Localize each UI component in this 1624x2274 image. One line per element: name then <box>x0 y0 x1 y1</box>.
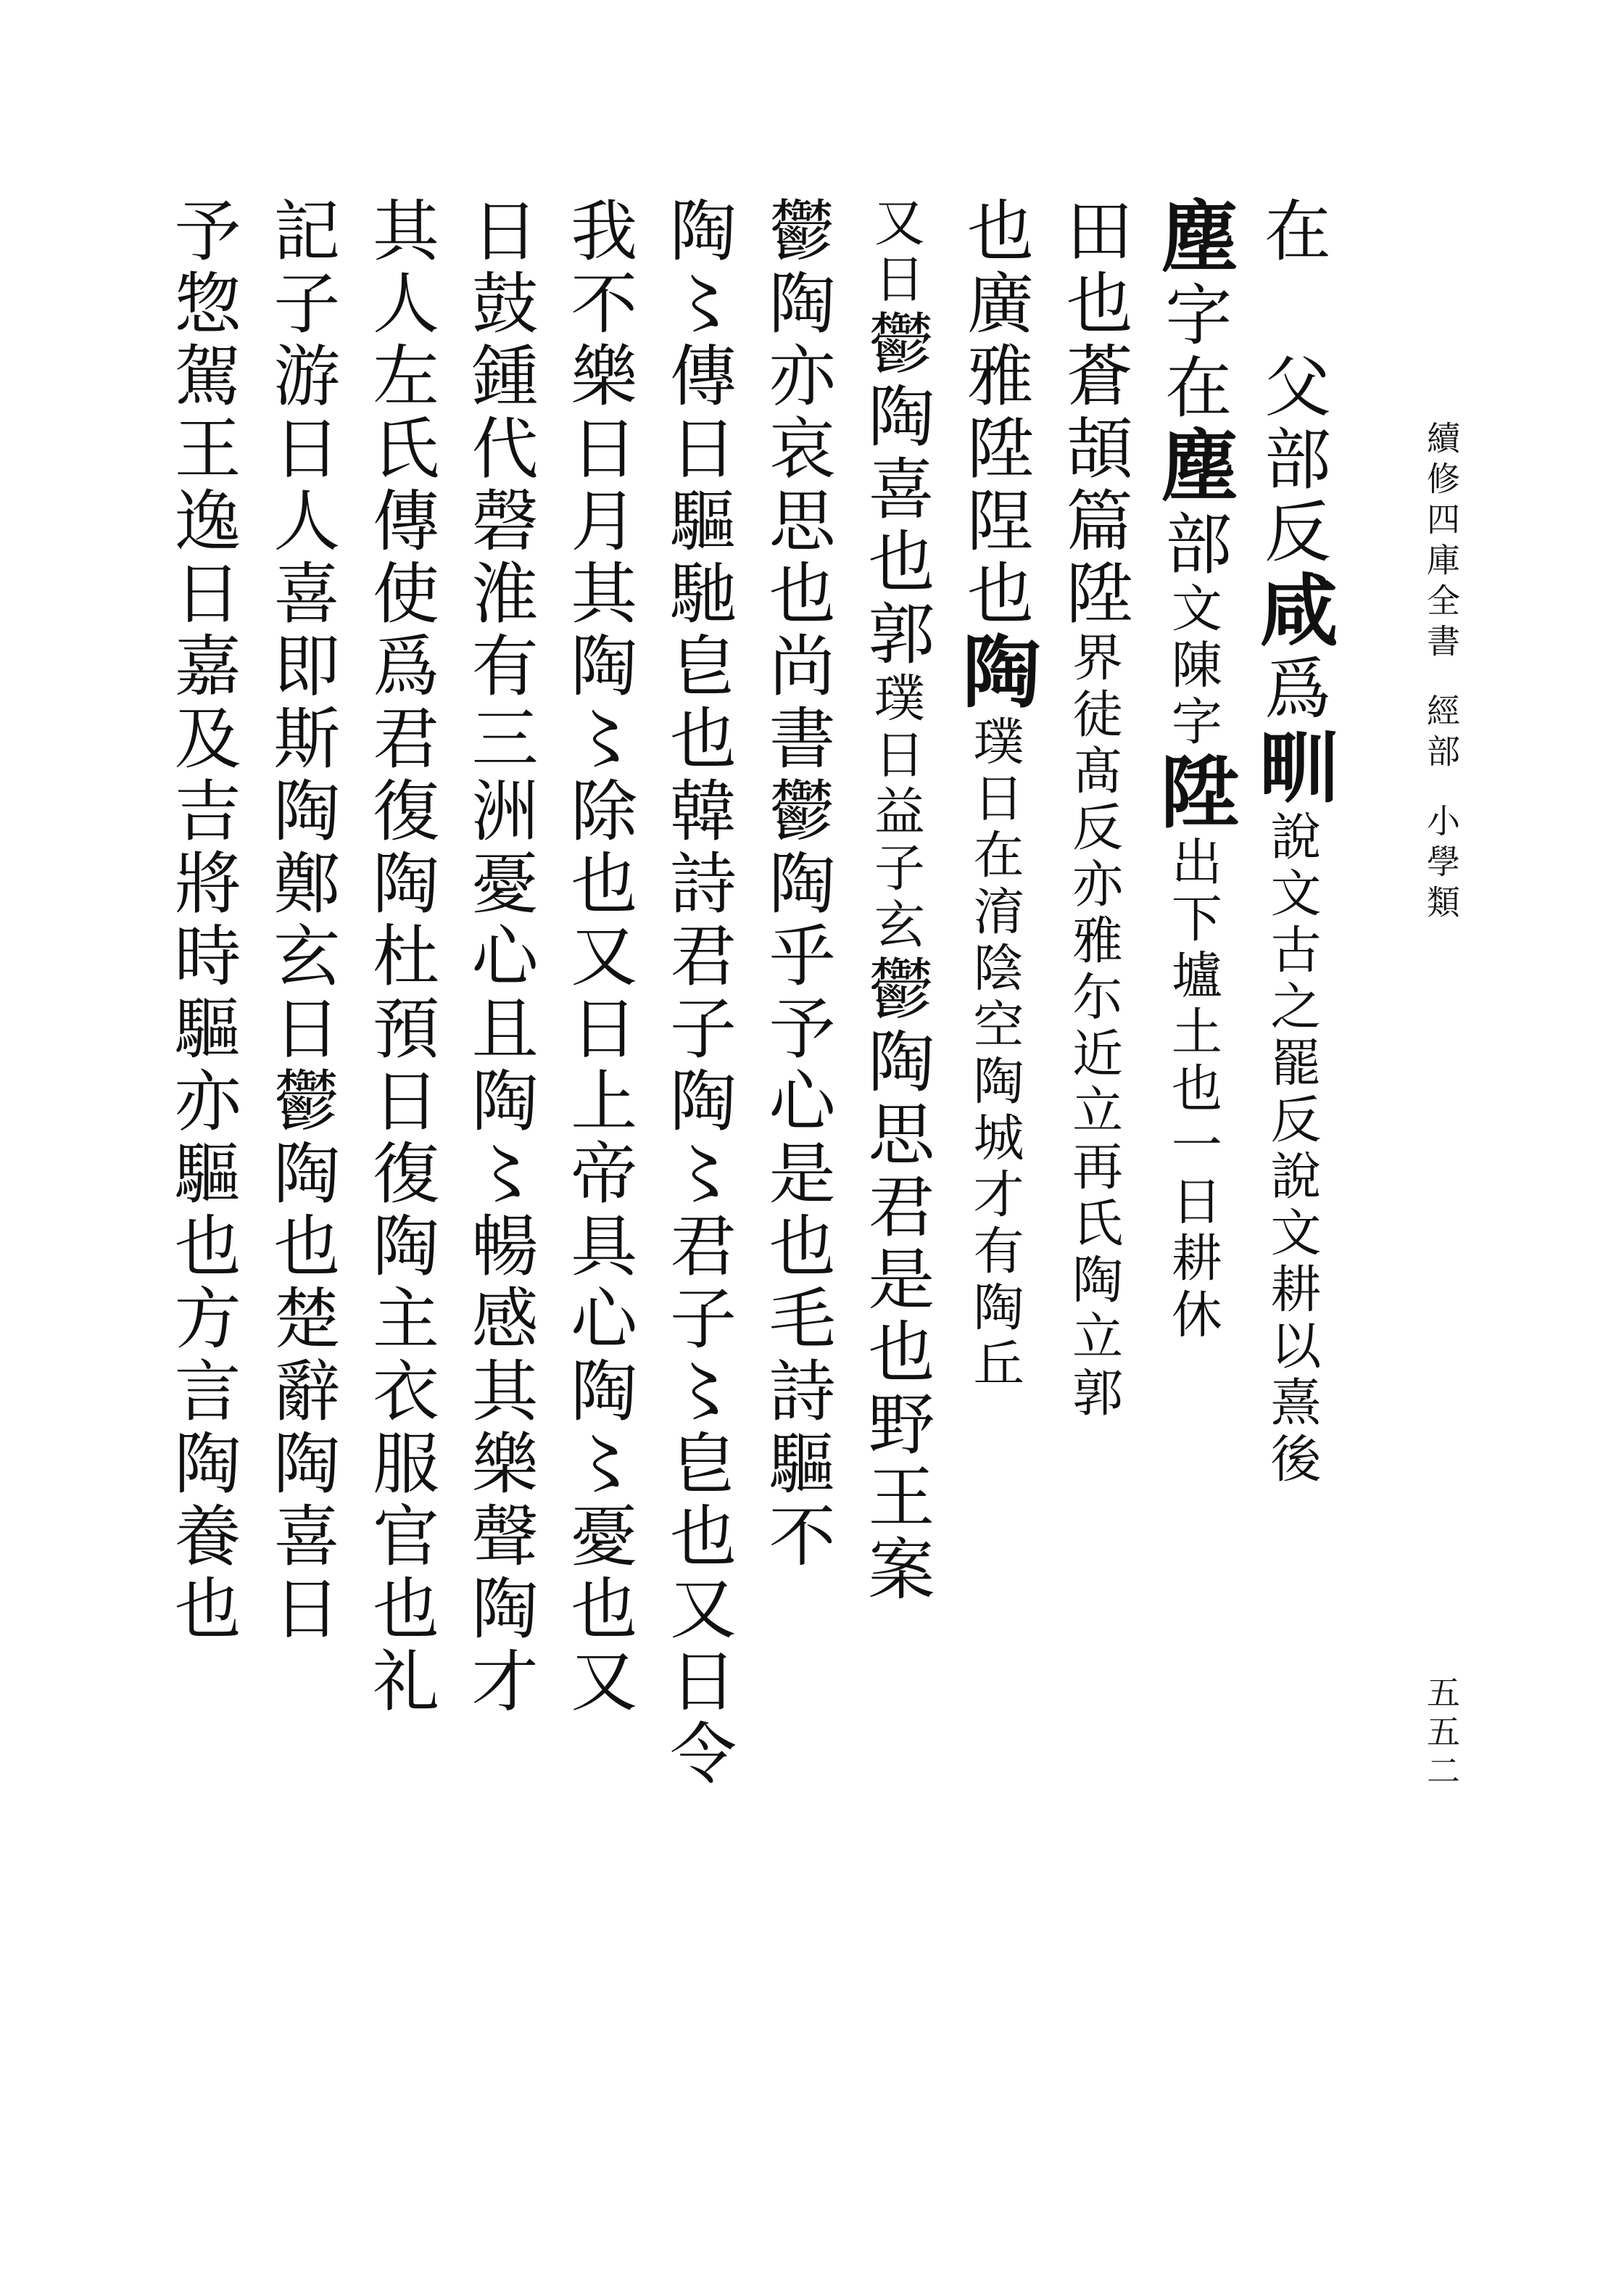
column-text: 其樂聲陶才 <box>460 1356 539 1719</box>
column-text: 即斯陶鄭 <box>262 631 341 921</box>
gloss-text: 陰空陶城才有陶丘 <box>964 941 1024 1394</box>
text-column-6 <box>750 196 850 2081</box>
gloss-text: 之罷反說文耕以熹後 <box>1262 980 1322 1489</box>
column-text: 驅也方言陶養也 <box>163 1138 241 1646</box>
column-text: 馳皀也韓詩 <box>658 558 737 921</box>
collection-title: 續修四庫全書 <box>1422 421 1461 664</box>
main-text-block <box>156 196 1345 2081</box>
gloss-text: 再氏陶立郭 <box>1064 1140 1124 1423</box>
column-text: 憂也又 <box>560 1501 638 1719</box>
page-number: 五五二 <box>1422 1675 1461 1793</box>
column-text: 磬淮有三 <box>460 486 539 776</box>
column-text: 鬱陶亦哀思也尚書 <box>758 196 836 776</box>
column-text: 記子游日人喜 <box>262 196 341 631</box>
gloss-text: 又日 <box>866 196 926 309</box>
column-text: 也廣雅陞 <box>956 196 1034 486</box>
gloss-text: 說文古 <box>1262 810 1322 980</box>
column-text: 王逸日嘉及 <box>163 413 241 776</box>
headword: 塵 <box>1147 425 1239 509</box>
text-column-11 <box>255 196 355 2081</box>
column-text: 鬱陶思君是也野王案 <box>857 954 935 1607</box>
column-text: 預日復陶主 <box>361 993 439 1356</box>
column-text: 陶〻傳日驅 <box>658 196 737 558</box>
column-text: 字在 <box>1154 280 1232 425</box>
column-text: 君復陶杜 <box>361 703 439 993</box>
text-column-4 <box>948 196 1048 2081</box>
gloss-text: 璞日在淯 <box>964 715 1024 941</box>
gloss-text: 界徒髙反亦雅尓近立 <box>1064 631 1124 1140</box>
column-text: 篇陞 <box>1055 486 1133 631</box>
text-column-7 <box>651 196 750 2081</box>
column-text: 洲憂心且陶〻暢感 <box>460 776 539 1356</box>
column-text: 日上帝具心陶〻 <box>560 993 638 1501</box>
text-column-2 <box>1147 196 1246 2081</box>
column-text: 鬱陶喜也郭 <box>857 309 935 671</box>
column-text: 吉將時驅亦 <box>163 776 241 1138</box>
column-text: 鬱陶也楚辭陶喜日 <box>262 1066 341 1646</box>
column-text: 玄日 <box>262 921 341 1066</box>
text-column-12 <box>156 196 255 2081</box>
headword: 陞 <box>1147 751 1239 835</box>
text-column-3 <box>1048 196 1147 2081</box>
text-column-10 <box>354 196 453 2081</box>
text-column-1 <box>1246 196 1345 2081</box>
column-text: 君子陶〻君子〻皀 <box>658 921 737 1501</box>
text-column-8 <box>552 196 652 2081</box>
column-text: 日鼓鍾代 <box>460 196 539 486</box>
text-column-5 <box>850 196 949 2081</box>
column-text: 也又日令 <box>658 1501 737 1791</box>
column-text: 其人左氏傳使爲 <box>361 196 439 703</box>
text-column-9 <box>453 196 552 2081</box>
category-title: 小學類 <box>1422 803 1461 925</box>
column-text: 鬱陶乎 <box>758 776 836 993</box>
column-text: 爲 <box>1254 653 1331 726</box>
headword: 甽 <box>1246 726 1338 810</box>
headword: 陶 <box>948 631 1040 715</box>
column-text: 毛詩驅不 <box>758 1283 836 1574</box>
headword: 咸 <box>1246 569 1338 653</box>
column-text: 除也又 <box>560 776 638 993</box>
column-text: 予惣駕 <box>163 196 241 413</box>
column-text: 父部反 <box>1254 352 1331 569</box>
column-text: 陧也 <box>956 486 1034 631</box>
column-text: 予心是也 <box>758 993 836 1283</box>
section-title: 經部 <box>1422 693 1461 774</box>
column-text: 衣服官也礼 <box>361 1356 439 1719</box>
headword: 在 <box>1254 196 1331 268</box>
gloss-text: 璞日益子玄 <box>866 671 926 954</box>
column-text: 部 <box>1154 509 1232 582</box>
gloss-text: 出下壚土也一日耕休 <box>1163 835 1223 1344</box>
running-header <box>1412 421 1470 1073</box>
gloss-text: 文陳字 <box>1163 582 1223 751</box>
headword: 塵 <box>1147 196 1239 280</box>
column-text: 我不樂日月其陶〻 <box>560 196 638 776</box>
column-text: 田也蒼頡 <box>1055 196 1133 486</box>
